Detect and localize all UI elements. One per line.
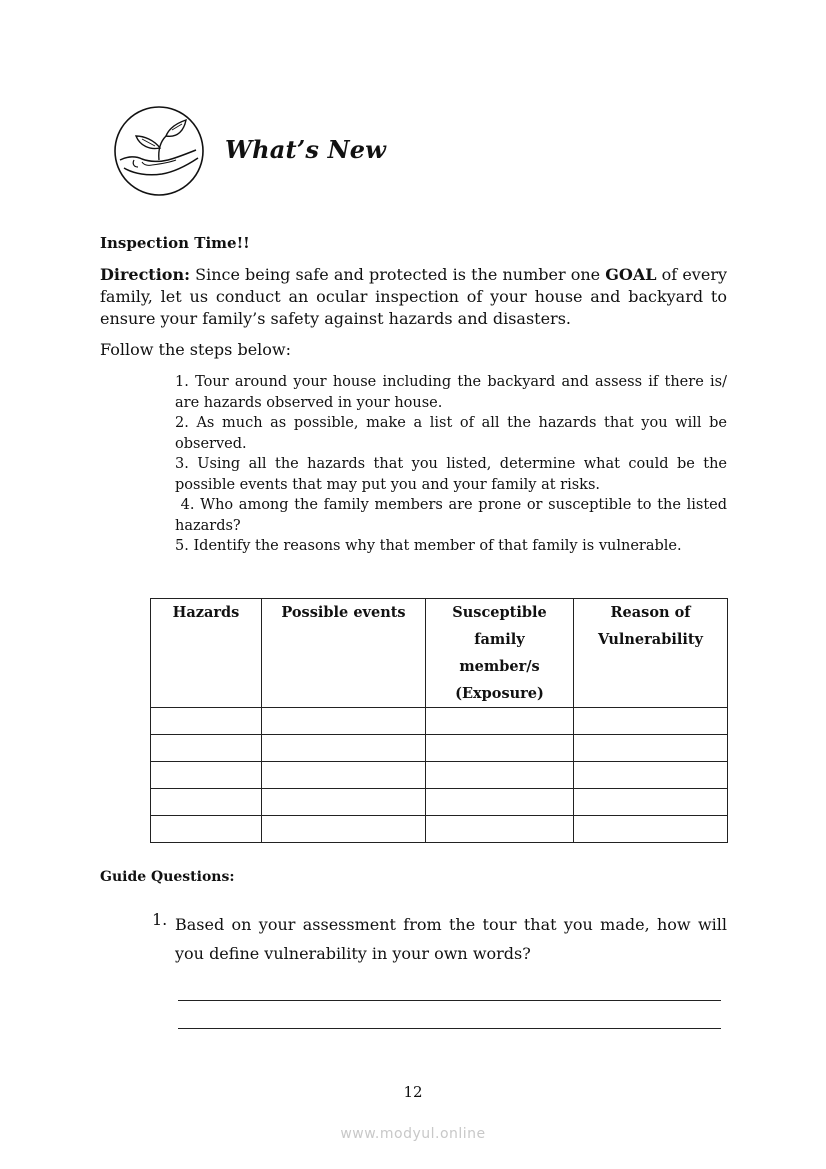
table-row [151,762,728,789]
table-cell[interactable] [426,816,574,843]
table-cell[interactable] [426,789,574,816]
answer-line[interactable] [178,1028,721,1029]
table-cell[interactable] [151,708,262,735]
question-text: Based on your assessment from the tour that you made, how will you define vulnerability in your own words? [175,915,727,963]
step-item: 2. As much as possible, make a list of all the hazards that you will be observed. [175,415,727,452]
header-possible-events: Possible events [262,599,426,708]
table-row [151,708,728,735]
guide-questions-title: Guide Questions: [100,869,235,885]
activity-title: Inspection Time!! [100,234,250,252]
page-title: What’s New [225,135,387,164]
direction-text-2: of every family, let us conduct an ocular inspection of your house and backyard to ensure your family’s safety against hazards and disasters. [100,265,728,328]
table-cell[interactable] [574,735,728,762]
table-row [151,816,728,843]
hazard-table [150,598,728,843]
step-item: 1. Tour around your house including the backyard and assess if there is/ are hazards observed in your house. [175,374,727,411]
header-reason: Reason of Vulnerability [574,599,728,708]
question-number: 1. [152,910,168,929]
table-cell[interactable] [262,735,426,762]
table-cell[interactable] [262,708,426,735]
table-cell[interactable] [151,735,262,762]
step-item: 5. Identify the reasons why that member of that family is vulnerable. [175,538,682,554]
hands-sprout-icon [112,104,206,198]
step-item: 3. Using all the hazards that you listed, determine what could be the possible events that may put you and your family at risks. [175,456,727,493]
table-cell[interactable] [574,708,728,735]
table-cell[interactable] [262,762,426,789]
table-cell[interactable] [426,708,574,735]
table-cell[interactable] [151,762,262,789]
direction-text-1: Since being safe and protected is the number one [189,265,606,284]
table-cell[interactable] [151,816,262,843]
watermark: www.modyul.online [340,1126,486,1142]
table-cell[interactable] [574,789,728,816]
header-hazards: Hazards [151,599,262,708]
table-cell[interactable] [574,762,728,789]
direction-paragraph [100,264,727,330]
page-number: 12 [403,1083,423,1101]
header-susceptible: Susceptible family member/s (Exposure) [426,599,574,708]
table-row [151,735,728,762]
follow-steps-text: Follow the steps below: [100,340,291,359]
table-cell[interactable] [262,816,426,843]
table-cell[interactable] [151,789,262,816]
table-header-row [151,599,728,708]
table-cell[interactable] [574,816,728,843]
table-cell[interactable] [262,789,426,816]
table-row [151,789,728,816]
direction-label: Direction: [100,265,190,284]
table-cell[interactable] [426,762,574,789]
answer-line[interactable] [178,1000,721,1001]
direction-goal: GOAL [605,265,657,284]
step-item: 4. Who among the family members are prone or susceptible to the listed hazards? [175,497,732,534]
table-cell[interactable] [426,735,574,762]
steps-list [175,372,732,557]
